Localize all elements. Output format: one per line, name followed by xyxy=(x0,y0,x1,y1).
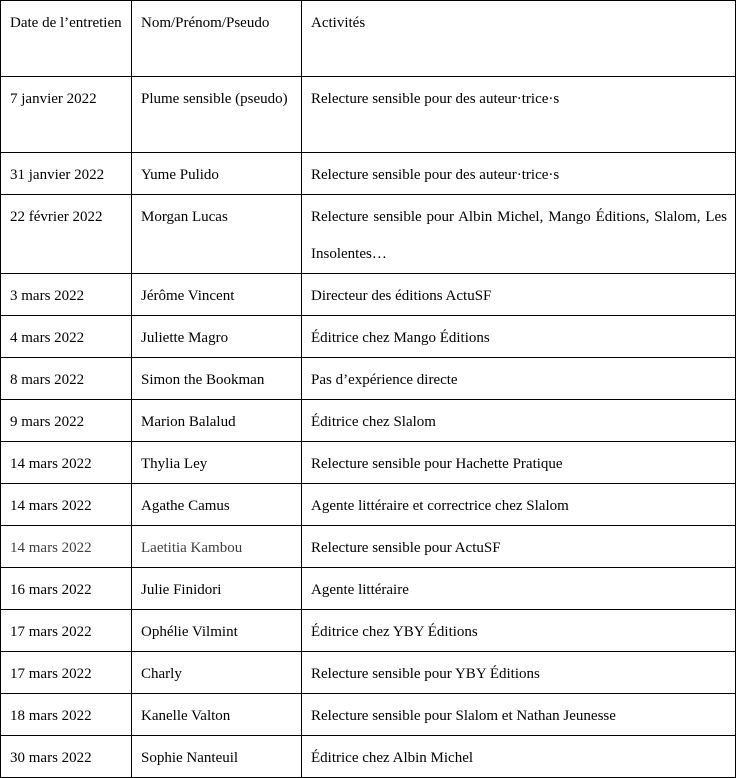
cell-activity: Agente littéraire xyxy=(302,568,736,610)
cell-name: Sophie Nanteuil xyxy=(132,736,302,778)
cell-date: 7 janvier 2022 xyxy=(1,77,132,153)
cell-name: Kanelle Valton xyxy=(132,694,302,736)
cell-name: Charly xyxy=(132,652,302,694)
cell-date: 16 mars 2022 xyxy=(1,568,132,610)
cell-date: 3 mars 2022 xyxy=(1,274,132,316)
header-date: Date de l’entretien xyxy=(1,1,132,77)
cell-activity: Relecture sensible pour Albin Michel, Mango Éditions, Slalom, Les Insolentes… xyxy=(302,195,736,274)
cell-name: Laetitia Kambou xyxy=(132,526,302,568)
table-row xyxy=(1,77,736,153)
cell-date: 4 mars 2022 xyxy=(1,316,132,358)
cell-date: 14 mars 2022 xyxy=(1,526,132,568)
cell-activity: Relecture sensible pour des auteur·trice·s xyxy=(302,77,736,153)
table-row xyxy=(1,400,736,442)
table-row xyxy=(1,694,736,736)
table-row xyxy=(1,358,736,400)
cell-name: Simon the Bookman xyxy=(132,358,302,400)
cell-date: 9 mars 2022 xyxy=(1,400,132,442)
cell-activity: Relecture sensible pour des auteur·trice·s xyxy=(302,153,736,195)
cell-activity: Éditrice chez Albin Michel xyxy=(302,736,736,778)
cell-name: Jérôme Vincent xyxy=(132,274,302,316)
cell-name: Ophélie Vilmint xyxy=(132,610,302,652)
cell-name: Yume Pulido xyxy=(132,153,302,195)
cell-date: 31 janvier 2022 xyxy=(1,153,132,195)
header-activity: Activités xyxy=(302,1,736,77)
cell-name: Thylia Ley xyxy=(132,442,302,484)
cell-date: 14 mars 2022 xyxy=(1,442,132,484)
cell-activity: Relecture sensible pour YBY Éditions xyxy=(302,652,736,694)
cell-date: 8 mars 2022 xyxy=(1,358,132,400)
cell-activity: Éditrice chez Mango Éditions xyxy=(302,316,736,358)
cell-activity: Relecture sensible pour ActuSF xyxy=(302,526,736,568)
cell-activity: Relecture sensible pour Slalom et Nathan Jeunesse xyxy=(302,694,736,736)
cell-name: Julie Finidori xyxy=(132,568,302,610)
cell-date: 17 mars 2022 xyxy=(1,652,132,694)
cell-date: 18 mars 2022 xyxy=(1,694,132,736)
table-row xyxy=(1,736,736,778)
cell-name: Juliette Magro xyxy=(132,316,302,358)
table-row xyxy=(1,484,736,526)
cell-activity: Directeur des éditions ActuSF xyxy=(302,274,736,316)
cell-date: 30 mars 2022 xyxy=(1,736,132,778)
table-row xyxy=(1,652,736,694)
header-name: Nom/Prénom/Pseudo xyxy=(132,1,302,77)
table-row xyxy=(1,274,736,316)
cell-activity: Éditrice chez Slalom xyxy=(302,400,736,442)
cell-name: Agathe Camus xyxy=(132,484,302,526)
table-row xyxy=(1,568,736,610)
table-row xyxy=(1,195,736,274)
cell-name: Plume sensible (pseudo) xyxy=(132,77,302,153)
table-row xyxy=(1,526,736,568)
cell-activity: Relecture sensible pour Hachette Pratique xyxy=(302,442,736,484)
cell-date: 14 mars 2022 xyxy=(1,484,132,526)
table-row xyxy=(1,316,736,358)
table-row xyxy=(1,153,736,195)
cell-name: Morgan Lucas xyxy=(132,195,302,274)
table-row xyxy=(1,442,736,484)
cell-activity: Éditrice chez YBY Éditions xyxy=(302,610,736,652)
cell-name: Marion Balalud xyxy=(132,400,302,442)
cell-date: 22 février 2022 xyxy=(1,195,132,274)
cell-activity: Pas d’expérience directe xyxy=(302,358,736,400)
header-row xyxy=(1,1,736,77)
cell-date: 17 mars 2022 xyxy=(1,610,132,652)
table-row xyxy=(1,610,736,652)
cell-activity: Agente littéraire et correctrice chez Slalom xyxy=(302,484,736,526)
